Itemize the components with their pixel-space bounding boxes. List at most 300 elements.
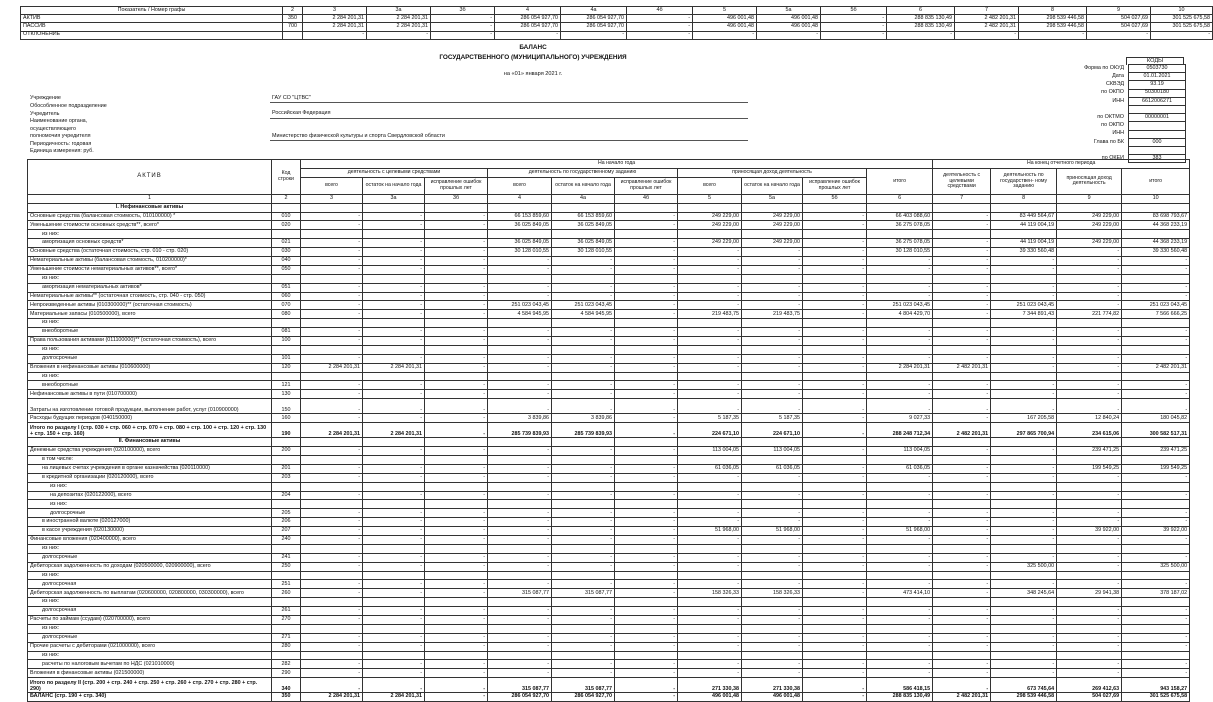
value-cell <box>363 372 425 381</box>
value-cell <box>803 482 867 491</box>
value-cell: - <box>742 642 803 651</box>
code-row <box>993 65 1186 73</box>
value-cell: - <box>363 265 425 274</box>
value-cell: - <box>991 390 1057 399</box>
value-cell <box>425 230 488 239</box>
value-cell: - <box>363 535 425 544</box>
value-cell: 83 698 793,67 <box>1122 212 1190 221</box>
info-key: Периодичность: годовая <box>30 140 92 147</box>
value-cell: - <box>803 660 867 669</box>
value-cell: 4 584 945,95 <box>552 310 615 319</box>
value-cell <box>991 544 1057 553</box>
value-cell: - <box>552 363 615 372</box>
value-cell: - <box>425 301 488 310</box>
value-cell: 2 284 201,31 <box>363 363 425 372</box>
value-cell: 5 187,35 <box>678 414 742 423</box>
code-label: Дата <box>1112 73 1124 80</box>
table-row <box>28 265 1190 274</box>
summary-cell: 2 284 201,31 <box>367 15 431 23</box>
value-cell: 66 153 859,60 <box>488 212 552 221</box>
value-cell: - <box>991 615 1057 624</box>
value-cell: - <box>803 535 867 544</box>
value-cell <box>991 203 1057 212</box>
value-cell: - <box>1122 354 1190 363</box>
value-cell: - <box>742 660 803 669</box>
value-cell: - <box>933 535 991 544</box>
value-cell: - <box>678 642 742 651</box>
value-cell: - <box>678 248 742 257</box>
value-cell: - <box>1057 553 1122 562</box>
value-cell <box>742 230 803 239</box>
table-row <box>28 678 1190 693</box>
code-row <box>993 114 1186 122</box>
value-cell: - <box>425 518 488 527</box>
value-cell: - <box>425 265 488 274</box>
value-cell: 2 284 201,31 <box>867 363 933 372</box>
row-code: 121 <box>272 381 301 390</box>
summary-cell <box>283 31 303 39</box>
value-cell <box>742 455 803 464</box>
value-cell: - <box>425 642 488 651</box>
code-row <box>993 97 1186 105</box>
row-name: в иностранной валюте (020127000) <box>28 518 272 527</box>
value-cell: - <box>678 660 742 669</box>
code-row <box>993 146 1186 154</box>
value-cell: - <box>867 642 933 651</box>
value-cell: - <box>301 381 363 390</box>
value-cell: - <box>301 615 363 624</box>
row-name: Уменьшение стоимости нематериальных активов**, всего* <box>28 265 272 274</box>
value-cell: 251 023 043,45 <box>867 301 933 310</box>
summary-row-label: АКТИВ <box>21 15 283 23</box>
value-cell: - <box>488 399 552 414</box>
row-name: Денежные средства учреждения (020100000), всего <box>28 447 272 456</box>
value-cell: - <box>425 535 488 544</box>
value-cell: - <box>742 292 803 301</box>
table-row <box>28 390 1190 399</box>
summary-cell: - <box>495 31 561 39</box>
value-cell: 36 025 849,05 <box>552 221 615 230</box>
row-code: 201 <box>272 464 301 473</box>
value-cell: - <box>803 553 867 562</box>
value-cell: - <box>867 399 933 414</box>
row-code: 021 <box>272 239 301 248</box>
header-end-income: приносящая доход деятельность <box>1057 168 1122 194</box>
row-code <box>272 482 301 491</box>
value-cell <box>615 500 678 509</box>
value-cell <box>425 274 488 283</box>
value-cell: - <box>1122 399 1190 414</box>
value-cell: - <box>301 633 363 642</box>
value-cell <box>1122 624 1190 633</box>
row-name: амортизация основных средств* <box>28 239 272 248</box>
value-cell: 288 248 712,34 <box>867 423 933 438</box>
value-cell: - <box>1057 509 1122 518</box>
value-cell: - <box>803 310 867 319</box>
value-cell: - <box>742 301 803 310</box>
row-code: 010 <box>272 212 301 221</box>
value-cell: - <box>1122 633 1190 642</box>
value-cell: - <box>1057 491 1122 500</box>
code-row <box>993 122 1186 130</box>
value-cell: - <box>1057 399 1122 414</box>
code-label: Глава по БК <box>1093 138 1124 145</box>
table-row <box>28 423 1190 438</box>
value-cell: 113 004,05 <box>742 447 803 456</box>
value-cell <box>425 372 488 381</box>
value-cell <box>615 319 678 328</box>
value-cell <box>425 203 488 212</box>
value-cell: - <box>363 354 425 363</box>
summary-header-cell: 10 <box>1151 7 1213 15</box>
row-code <box>272 651 301 660</box>
summary-cell: 2 284 201,31 <box>367 23 431 31</box>
row-code: 261 <box>272 607 301 616</box>
value-cell <box>1122 544 1190 553</box>
value-cell: - <box>425 363 488 372</box>
summary-row <box>21 31 1213 39</box>
value-cell: - <box>803 239 867 248</box>
value-cell <box>678 571 742 580</box>
value-cell: - <box>301 607 363 616</box>
value-cell: - <box>301 464 363 473</box>
row-name: БАЛАНС (стр. 190 + стр. 340) <box>28 693 272 702</box>
value-cell: 7 344 891,43 <box>991 310 1057 319</box>
value-cell: - <box>1057 363 1122 372</box>
value-cell <box>1122 455 1190 464</box>
row-code: 206 <box>272 518 301 527</box>
value-cell <box>488 372 552 381</box>
value-cell: - <box>552 615 615 624</box>
value-cell: 378 187,02 <box>1122 589 1190 598</box>
value-cell: 249 229,00 <box>678 239 742 248</box>
value-cell: - <box>615 257 678 266</box>
value-cell: 219 483,75 <box>678 310 742 319</box>
value-cell: 39 330 560,48 <box>1122 248 1190 257</box>
value-cell <box>363 651 425 660</box>
value-cell: - <box>867 562 933 571</box>
table-row <box>28 527 1190 536</box>
row-name: Основные средства (балансовая стоимость, 010100000) * <box>28 212 272 221</box>
table-row <box>28 455 1190 464</box>
table-row <box>28 301 1190 310</box>
value-cell <box>488 455 552 464</box>
value-cell <box>1122 274 1190 283</box>
value-cell: 586 418,15 <box>867 678 933 693</box>
value-cell: - <box>678 607 742 616</box>
table-row <box>28 239 1190 248</box>
value-cell: 219 483,75 <box>742 310 803 319</box>
value-cell: - <box>488 553 552 562</box>
info-row <box>28 110 748 118</box>
value-cell: 297 865 700,94 <box>991 423 1057 438</box>
summary-row <box>21 23 1213 31</box>
value-cell: - <box>867 265 933 274</box>
value-cell <box>742 544 803 553</box>
value-cell: - <box>803 580 867 589</box>
value-cell: - <box>1122 642 1190 651</box>
summary-row <box>21 15 1213 23</box>
value-cell: - <box>991 607 1057 616</box>
value-cell: - <box>867 509 933 518</box>
value-cell: - <box>363 669 425 678</box>
value-cell: - <box>803 390 867 399</box>
row-code: 190 <box>272 423 301 438</box>
value-cell: - <box>425 221 488 230</box>
value-cell <box>1057 624 1122 633</box>
summary-header-cell: 3 <box>303 7 367 15</box>
value-cell <box>615 203 678 212</box>
value-cell: - <box>991 527 1057 536</box>
value-cell: - <box>425 239 488 248</box>
value-cell <box>363 319 425 328</box>
value-cell <box>552 651 615 660</box>
value-cell <box>867 274 933 283</box>
row-name: на депозитах (020122000), всего <box>28 491 272 500</box>
row-code: 203 <box>272 473 301 482</box>
value-cell <box>363 203 425 212</box>
value-cell: - <box>991 669 1057 678</box>
value-cell: - <box>1122 535 1190 544</box>
value-cell: - <box>301 301 363 310</box>
value-cell <box>425 319 488 328</box>
value-cell: - <box>933 527 991 536</box>
value-cell: - <box>488 363 552 372</box>
value-cell <box>615 372 678 381</box>
organization-info <box>28 95 748 156</box>
row-code: 040 <box>272 257 301 266</box>
value-cell: - <box>425 669 488 678</box>
value-cell <box>803 544 867 553</box>
value-cell: - <box>803 518 867 527</box>
table-row <box>28 248 1190 257</box>
value-cell: - <box>867 607 933 616</box>
value-cell <box>933 372 991 381</box>
value-cell: - <box>615 473 678 482</box>
row-name: Дебиторская задолженность по доходам (020500000, 020900000), всего <box>28 562 272 571</box>
value-cell <box>615 274 678 283</box>
value-cell <box>867 455 933 464</box>
value-cell <box>742 203 803 212</box>
table-row <box>28 274 1190 283</box>
value-cell: - <box>867 337 933 346</box>
value-cell: - <box>488 464 552 473</box>
row-name: из них: <box>28 624 272 633</box>
value-cell <box>991 345 1057 354</box>
value-cell: - <box>425 491 488 500</box>
value-cell <box>1122 651 1190 660</box>
value-cell: - <box>363 464 425 473</box>
value-cell: - <box>552 257 615 266</box>
value-cell <box>867 230 933 239</box>
value-cell: - <box>615 562 678 571</box>
row-code: 207 <box>272 527 301 536</box>
row-name: из них: <box>28 500 272 509</box>
value-cell <box>488 571 552 580</box>
value-cell: - <box>615 615 678 624</box>
header-aktiv: АКТИВ <box>28 160 272 195</box>
value-cell: - <box>991 283 1057 292</box>
value-cell: - <box>803 633 867 642</box>
value-cell <box>363 438 425 447</box>
row-code: 120 <box>272 363 301 372</box>
row-code: 130 <box>272 390 301 399</box>
value-cell: 7 566 666,25 <box>1122 310 1190 319</box>
value-cell: 251 023 043,45 <box>991 301 1057 310</box>
value-cell: - <box>991 491 1057 500</box>
value-cell: 2 284 201,31 <box>301 363 363 372</box>
value-cell: - <box>425 337 488 346</box>
value-cell <box>867 345 933 354</box>
value-cell <box>552 624 615 633</box>
table-row <box>28 633 1190 642</box>
summary-cell: - <box>431 23 495 31</box>
value-cell <box>363 482 425 491</box>
value-cell: - <box>933 212 991 221</box>
value-cell: - <box>933 265 991 274</box>
value-cell <box>678 274 742 283</box>
code-value: 93.19 <box>1129 81 1186 89</box>
value-cell: 298 539 446,58 <box>991 693 1057 702</box>
value-cell <box>488 482 552 491</box>
value-cell: 348 245,64 <box>991 589 1057 598</box>
value-cell <box>803 500 867 509</box>
value-cell: - <box>1057 354 1122 363</box>
value-cell: - <box>867 615 933 624</box>
value-cell: - <box>425 399 488 414</box>
value-cell: 224 671,10 <box>742 423 803 438</box>
value-cell <box>1122 438 1190 447</box>
info-row <box>28 95 748 103</box>
value-cell: - <box>425 589 488 598</box>
value-cell: 30 128 010,55 <box>552 248 615 257</box>
value-cell: - <box>1057 535 1122 544</box>
table-row <box>28 337 1190 346</box>
value-cell: - <box>742 381 803 390</box>
value-cell: - <box>803 283 867 292</box>
value-cell <box>678 438 742 447</box>
table-row <box>28 447 1190 456</box>
summary-header-cell: 6 <box>887 7 955 15</box>
value-cell: - <box>1057 642 1122 651</box>
value-cell <box>1057 230 1122 239</box>
value-cell: - <box>488 447 552 456</box>
value-cell: - <box>742 399 803 414</box>
value-cell <box>552 203 615 212</box>
value-cell: - <box>933 390 991 399</box>
row-code: 241 <box>272 553 301 562</box>
value-cell: - <box>803 301 867 310</box>
value-cell <box>933 274 991 283</box>
value-cell: - <box>933 381 991 390</box>
value-cell <box>425 482 488 491</box>
value-cell: - <box>933 642 991 651</box>
value-cell: - <box>425 633 488 642</box>
row-name: из них: <box>28 230 272 239</box>
value-cell: - <box>1057 669 1122 678</box>
code-label: по ОКПО <box>1101 122 1124 129</box>
row-code: 240 <box>272 535 301 544</box>
value-cell: - <box>867 381 933 390</box>
value-cell: - <box>1057 615 1122 624</box>
value-cell: - <box>1122 607 1190 616</box>
info-key: Учреждение <box>30 95 61 102</box>
summary-header-cell: 3б <box>431 7 495 15</box>
value-cell: - <box>1122 473 1190 482</box>
row-code: 350 <box>272 693 301 702</box>
value-cell <box>1057 372 1122 381</box>
value-cell: - <box>742 491 803 500</box>
value-cell: - <box>552 580 615 589</box>
header-end-state-task: деятельность по государствен- ному заданию <box>991 168 1057 194</box>
value-cell: 2 482 201,31 <box>1122 363 1190 372</box>
value-cell: 44 119 004,19 <box>991 239 1057 248</box>
value-cell: - <box>991 363 1057 372</box>
value-cell: - <box>1122 580 1190 589</box>
value-cell <box>615 455 678 464</box>
row-name: долгосрочные <box>28 354 272 363</box>
row-code <box>272 598 301 607</box>
summary-row-label: ПАССИВ <box>21 23 283 31</box>
table-row <box>28 607 1190 616</box>
row-code: 080 <box>272 310 301 319</box>
value-cell: 2 284 201,31 <box>363 693 425 702</box>
table-row <box>28 230 1190 239</box>
value-cell: 36 025 849,05 <box>552 239 615 248</box>
value-cell: 61 036,05 <box>742 464 803 473</box>
value-cell: 249 229,00 <box>742 221 803 230</box>
row-code: 340 <box>272 678 301 693</box>
value-cell: - <box>803 221 867 230</box>
value-cell: 2 284 201,31 <box>301 423 363 438</box>
value-cell: - <box>425 310 488 319</box>
row-name: из них: <box>28 598 272 607</box>
value-cell <box>1122 230 1190 239</box>
value-cell: 180 045,82 <box>1122 414 1190 423</box>
value-cell <box>488 203 552 212</box>
value-cell: - <box>933 354 991 363</box>
value-cell: - <box>991 642 1057 651</box>
info-key: Наименование органа, <box>30 118 88 125</box>
value-cell: 234 615,06 <box>1057 423 1122 438</box>
row-name: долгосрочные <box>28 509 272 518</box>
value-cell: - <box>301 447 363 456</box>
value-cell <box>425 455 488 464</box>
value-cell <box>803 598 867 607</box>
value-cell: - <box>488 535 552 544</box>
value-cell: 315 087,77 <box>488 589 552 598</box>
value-cell: - <box>615 518 678 527</box>
value-cell: - <box>615 354 678 363</box>
summary-header-cell: 5 <box>693 7 757 15</box>
value-cell: - <box>742 633 803 642</box>
value-cell: - <box>991 464 1057 473</box>
row-code <box>272 438 301 447</box>
table-row <box>28 319 1190 328</box>
row-code <box>272 203 301 212</box>
value-cell <box>425 624 488 633</box>
value-cell <box>363 274 425 283</box>
value-cell: - <box>1057 660 1122 669</box>
value-cell <box>678 651 742 660</box>
value-cell: - <box>363 239 425 248</box>
value-cell: - <box>933 328 991 337</box>
value-cell <box>1122 372 1190 381</box>
code-value <box>1129 105 1186 113</box>
value-cell: - <box>363 221 425 230</box>
value-cell <box>488 319 552 328</box>
value-cell <box>933 571 991 580</box>
